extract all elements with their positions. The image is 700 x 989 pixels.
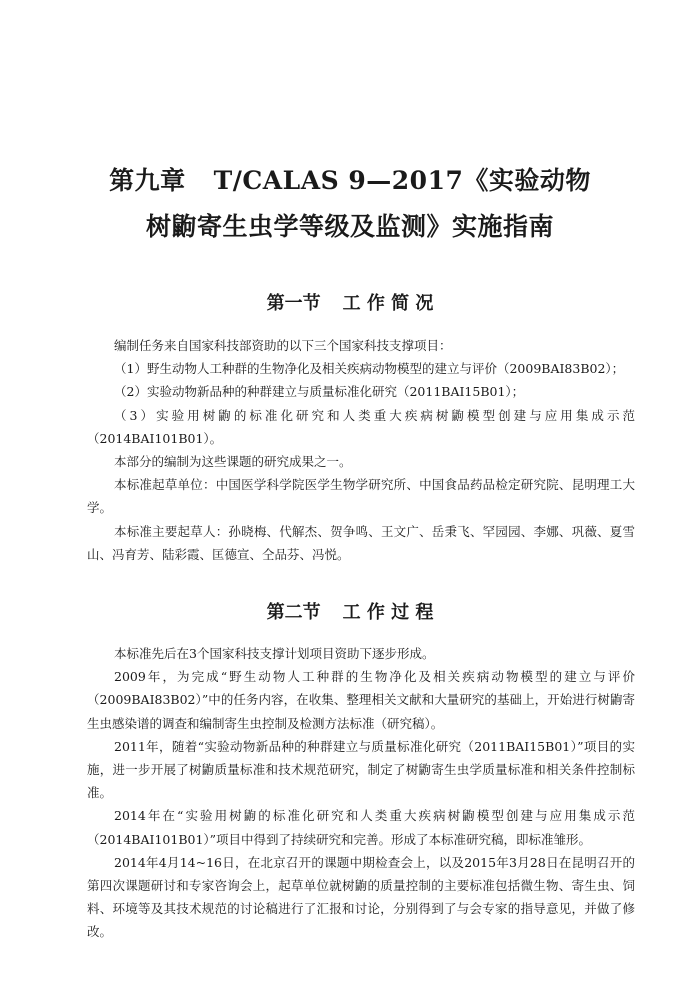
section-heading-2 — [0, 599, 700, 627]
project-item-1: （1）野生动物人工种群的生物净化及相关疾病动物模型的建立与评价（2009BAI83B02）； — [114, 361, 625, 377]
section-title: 工 作 过 程 — [342, 602, 434, 623]
section-2-body — [87, 642, 635, 944]
project-item-3: （3）实验用树鼩的标准化研究和人类重大疾病树鼩模型创建与应用集成示范（2014BAI101B01）。 — [87, 407, 635, 446]
section-title: 工 作 简 况 — [342, 293, 434, 314]
section-1-paragraph: 本部分的编制为这些课题的研究成果之一。 — [114, 454, 352, 470]
project-item-2: （2）实验动物新品种的种群建立与质量标准化研究（2011BAI15B01）； — [114, 384, 525, 400]
chapter-standard-code: T/CALAS 9—2017《实验动物 — [213, 166, 591, 195]
section-2-paragraph: 2014年4月14~16日，在北京召开的课题中期检查会上，以及2015年3月28日在昆明召开的第四次课题研讨和专家咨询会上，起草单位就树鼩的质量控制的主要标准包括微生物、寄生虫、饲料、环境等及其技术规范的讨论稿进行了汇报和讨论，分别得到了与会专家的指导意见，并做了修改。 — [87, 854, 635, 940]
section-1-body — [87, 334, 635, 566]
chapter-number: 第九章 — [109, 166, 186, 195]
section-2-paragraph: 本标准先后在3个国家科技支撑计划项目资助下逐步形成。 — [114, 646, 435, 661]
section-heading-1 — [0, 290, 700, 318]
chapter-title-line1 — [0, 158, 700, 204]
section-1-intro: 编制任务来自国家科技部资助的以下三个国家科技支撑项目： — [114, 338, 452, 353]
section-number: 第一节 — [266, 293, 321, 314]
drafting-units: 本标准起草单位：中国医学科学院医学生物学研究所、中国食品药品检定研究院、昆明理工大学。 — [87, 477, 635, 516]
drafting-authors: 本标准主要起草人：孙晓梅、代解杰、贺争鸣、王文广、岳秉飞、罕园园、李娜、巩薇、夏雪山、冯育芳、陆彩霞、匡德宣、仝品芬、冯悦。 — [87, 523, 635, 562]
chapter-title-line2: 树鼩寄生虫学等级及监测》实施指南 — [145, 212, 554, 241]
section-number: 第二节 — [266, 602, 321, 623]
section-2-paragraph: 2009年，为完成“野生动物人工种群的生物净化及相关疾病动物模型的建立与评价（2009BAI83B02）”中的任务内容，在收集、整理相关文献和大量研究的基础上，开始进行树鼩寄生虫感染谱的调查和编制寄生虫控制及检测方法标准（研究稿）。 — [87, 669, 635, 731]
section-2-paragraph: 2014年在“实验用树鼩的标准化研究和人类重大疾病树鼩模型创建与应用集成示范（2014BAI101B01）”项目中得到了持续研究和完善。形成了本标准研究稿，即标准雏形。 — [87, 808, 635, 847]
chapter-title — [0, 158, 700, 250]
section-2-paragraph: 2011年，随着“实验动物新品种的种群建立与质量标准化研究（2011BAI15B01）”项目的实施，进一步开展了树鼩质量标准和技术规范研究，制定了树鼩寄生虫学质量标准和相关条件控制标准。 — [87, 738, 635, 801]
